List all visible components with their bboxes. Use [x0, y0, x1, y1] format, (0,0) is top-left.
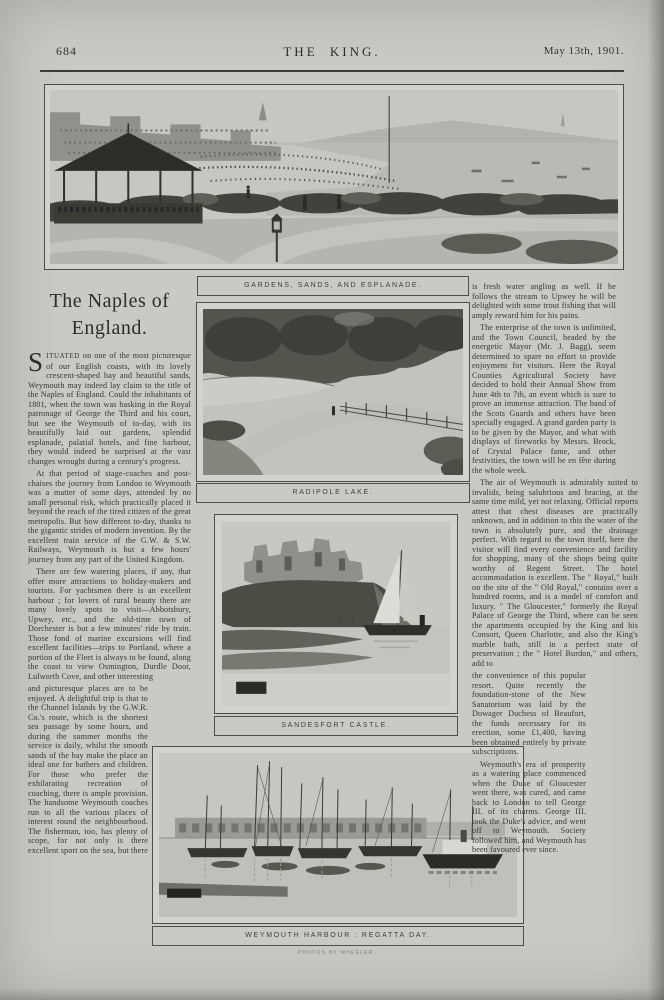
article-paragraph-1 [28, 347, 191, 466]
article-paragraph-4: is fresh water angling as well. If he follows the stream to Upwey he will be delighted with some trout fishing that will amply reward him for his pains. [472, 282, 616, 320]
castle-caption: SANDESFORT CASTLE. [214, 716, 458, 736]
article-paragraph-7: Weymouth's era of prosperity as a watering place commenced when the Duke of Gloucester went there, was cured, and came back to London to tell George III. of its charms. George III. took the Duke's advice, and went off to Weymouth. Society followed him, and Weymouth has been favoured ever since. [472, 759, 586, 854]
article-paragraph-3b: and picturesque places are to be enjoyed. A delightful trip is that to the Channel Islands by the G.W.R. Co.'s route, which is the shortest sea passage by some hours, and during the summer months the service is daily, whilst the smooth sands of the bay make the place an ideal one for bathers and children. For those who prefer the exhilarating recreation of coaching, there is ample provision. The handsome Weymouth coaches run to all the various places of interest round the neighbourhood. The fisherman, too, has plenty of scope, for not only is there excellent sport on the sea, but there [28, 684, 148, 855]
castle-photo-illustration [222, 522, 450, 706]
esplanade-photo-frame [44, 84, 624, 270]
radipole-photo [203, 309, 463, 475]
harbour-photo-frame [152, 746, 524, 924]
small-caps-word: ITUATED [46, 352, 80, 360]
paragraph-1-text: on one of the most picturesque of our English coasts, with its lovely crescent-shaped bay and beautiful sands, Weymouth may indeed lay claim to the title of the Naples of England. Could the inhabitants of 1801, when the town was basking in the Royal patronage of George the Third and his court, but see the Weymouth of to-day, with its beautifully laid out gardens, splendid esplanade, palatial hotels, and fine harbour, they would indeed be surprised at the vast changes wrought during a century's progress. [28, 351, 191, 466]
castle-photo-frame [214, 514, 458, 714]
header-rule [40, 70, 624, 72]
article-title-line1: The Naples of [49, 290, 170, 312]
masthead-title: THE KING. [283, 44, 381, 59]
esplanade-caption: GARDENS, SANDS, AND ESPLANADE. [197, 276, 469, 296]
scan-edge-shadow-right [648, 0, 664, 1000]
harbour-photo-illustration [159, 753, 517, 917]
drop-cap: S [28, 347, 44, 377]
page-number: 684 [56, 44, 77, 58]
right-column [472, 282, 638, 858]
radipole-photo-illustration [203, 309, 463, 475]
harbour-caption: WEYMOUTH HARBOUR : REGATTA DAY. [152, 926, 524, 946]
esplanade-photo [50, 90, 618, 264]
radipole-caption: RADIPOLE LAKE. [196, 483, 470, 503]
article-paragraph-2: At that period of stage-coaches and post-chaises the journey from London to Weymouth was a matter of some days, attended by no small personal risk, which practically placed it beyond the reach of the tired citizen of the great metropolis. But how different to-day, thanks to the gigantic strides of modern invention. By the excellent train service of the G.W. & S.W. Railways, Weymouth is but a few hours' journey from any part of the United Kingdom. [28, 469, 191, 564]
issue-date: May 13th, 1901. [543, 45, 624, 57]
article-paragraph-6a: The air of Weymouth is admirably suited to invalids, being salubrious and bracing, at the same time mild, yet not relaxing. Official reports attest that chest diseases are practically unknown, and in addition to this the water of the town is absolutely pure, and the drainage perfect. With regard to the town itself, here the visitor will find every convenience and facility for shopping, many of the shops being quite worthy of Regent Street. The hotel accommodation is excellent. The " Royal," built on the site of the " Old Royal," contains over a hundred rooms, and is a model of comfort and luxury. " The Gloucester," formerly the Royal Palace of George the Third, where can be seen the apartments occupied by the King and his Consort, Queen Charlotte, and also the King's marble bath, still in a perfect state of preservation ; the " Hotel Burdon," and others, add to [472, 478, 638, 668]
photo-credit: PHOTOS BY WHEELER. [297, 950, 377, 956]
left-column [28, 288, 191, 858]
scan-edge-shadow-bottom [0, 988, 664, 1000]
harbour-photo [159, 753, 517, 917]
castle-photo [222, 522, 450, 706]
radipole-photo-frame [196, 302, 470, 482]
article-paragraph-3a: There are few watering places, if any, that offer more attractions to holiday-makers and tourists. For yachtsmen there is an excellent harbour ; for lovers of rural beauty there are many lovely spots to visit—Abbotsbury, Upwey, etc., and the old-time town of Dorchester is but a few minutes' ride by train. Those fond of marine excursions will find excellent facilities—trips to Portland, where a portion of the Fleet is always to be found, along the coast to view Osmington, Durdle Door, Lulworth Cove, and other interesting [28, 567, 191, 681]
article-title [28, 288, 191, 342]
article-title-line2: England. [71, 317, 148, 339]
article-paragraph-5: The enterprise of the town is unlimited, and the Town Council, headed by the energetic Mayor (Mr. J. Bagg), seem determined to spare no effort to provide enjoyment for visitors. Here the Royal Counties Agricultural Society have decided to hold their Annual Show from June 4th to 7th, an event which is sure to prove an immense attraction. The band of the Scots Guards and others have been specially engaged. A grand garden party is to be given by the Mayor, and what with displays of fireworks by Messrs. Brock, of Crystal Palace fame, and other festivities, the town will be en fête during the whole week. [472, 323, 616, 475]
article-paragraph-6b: the convenience of this popular resort. Quite recently the foundation-stone of the New Sanatorium was laid by the Dowager Duchess of Beaufort, the funds necessary for its erection, some £1,400, having been obtained entirely by private subscriptions. [472, 671, 586, 756]
esplanade-photo-illustration [50, 90, 618, 264]
